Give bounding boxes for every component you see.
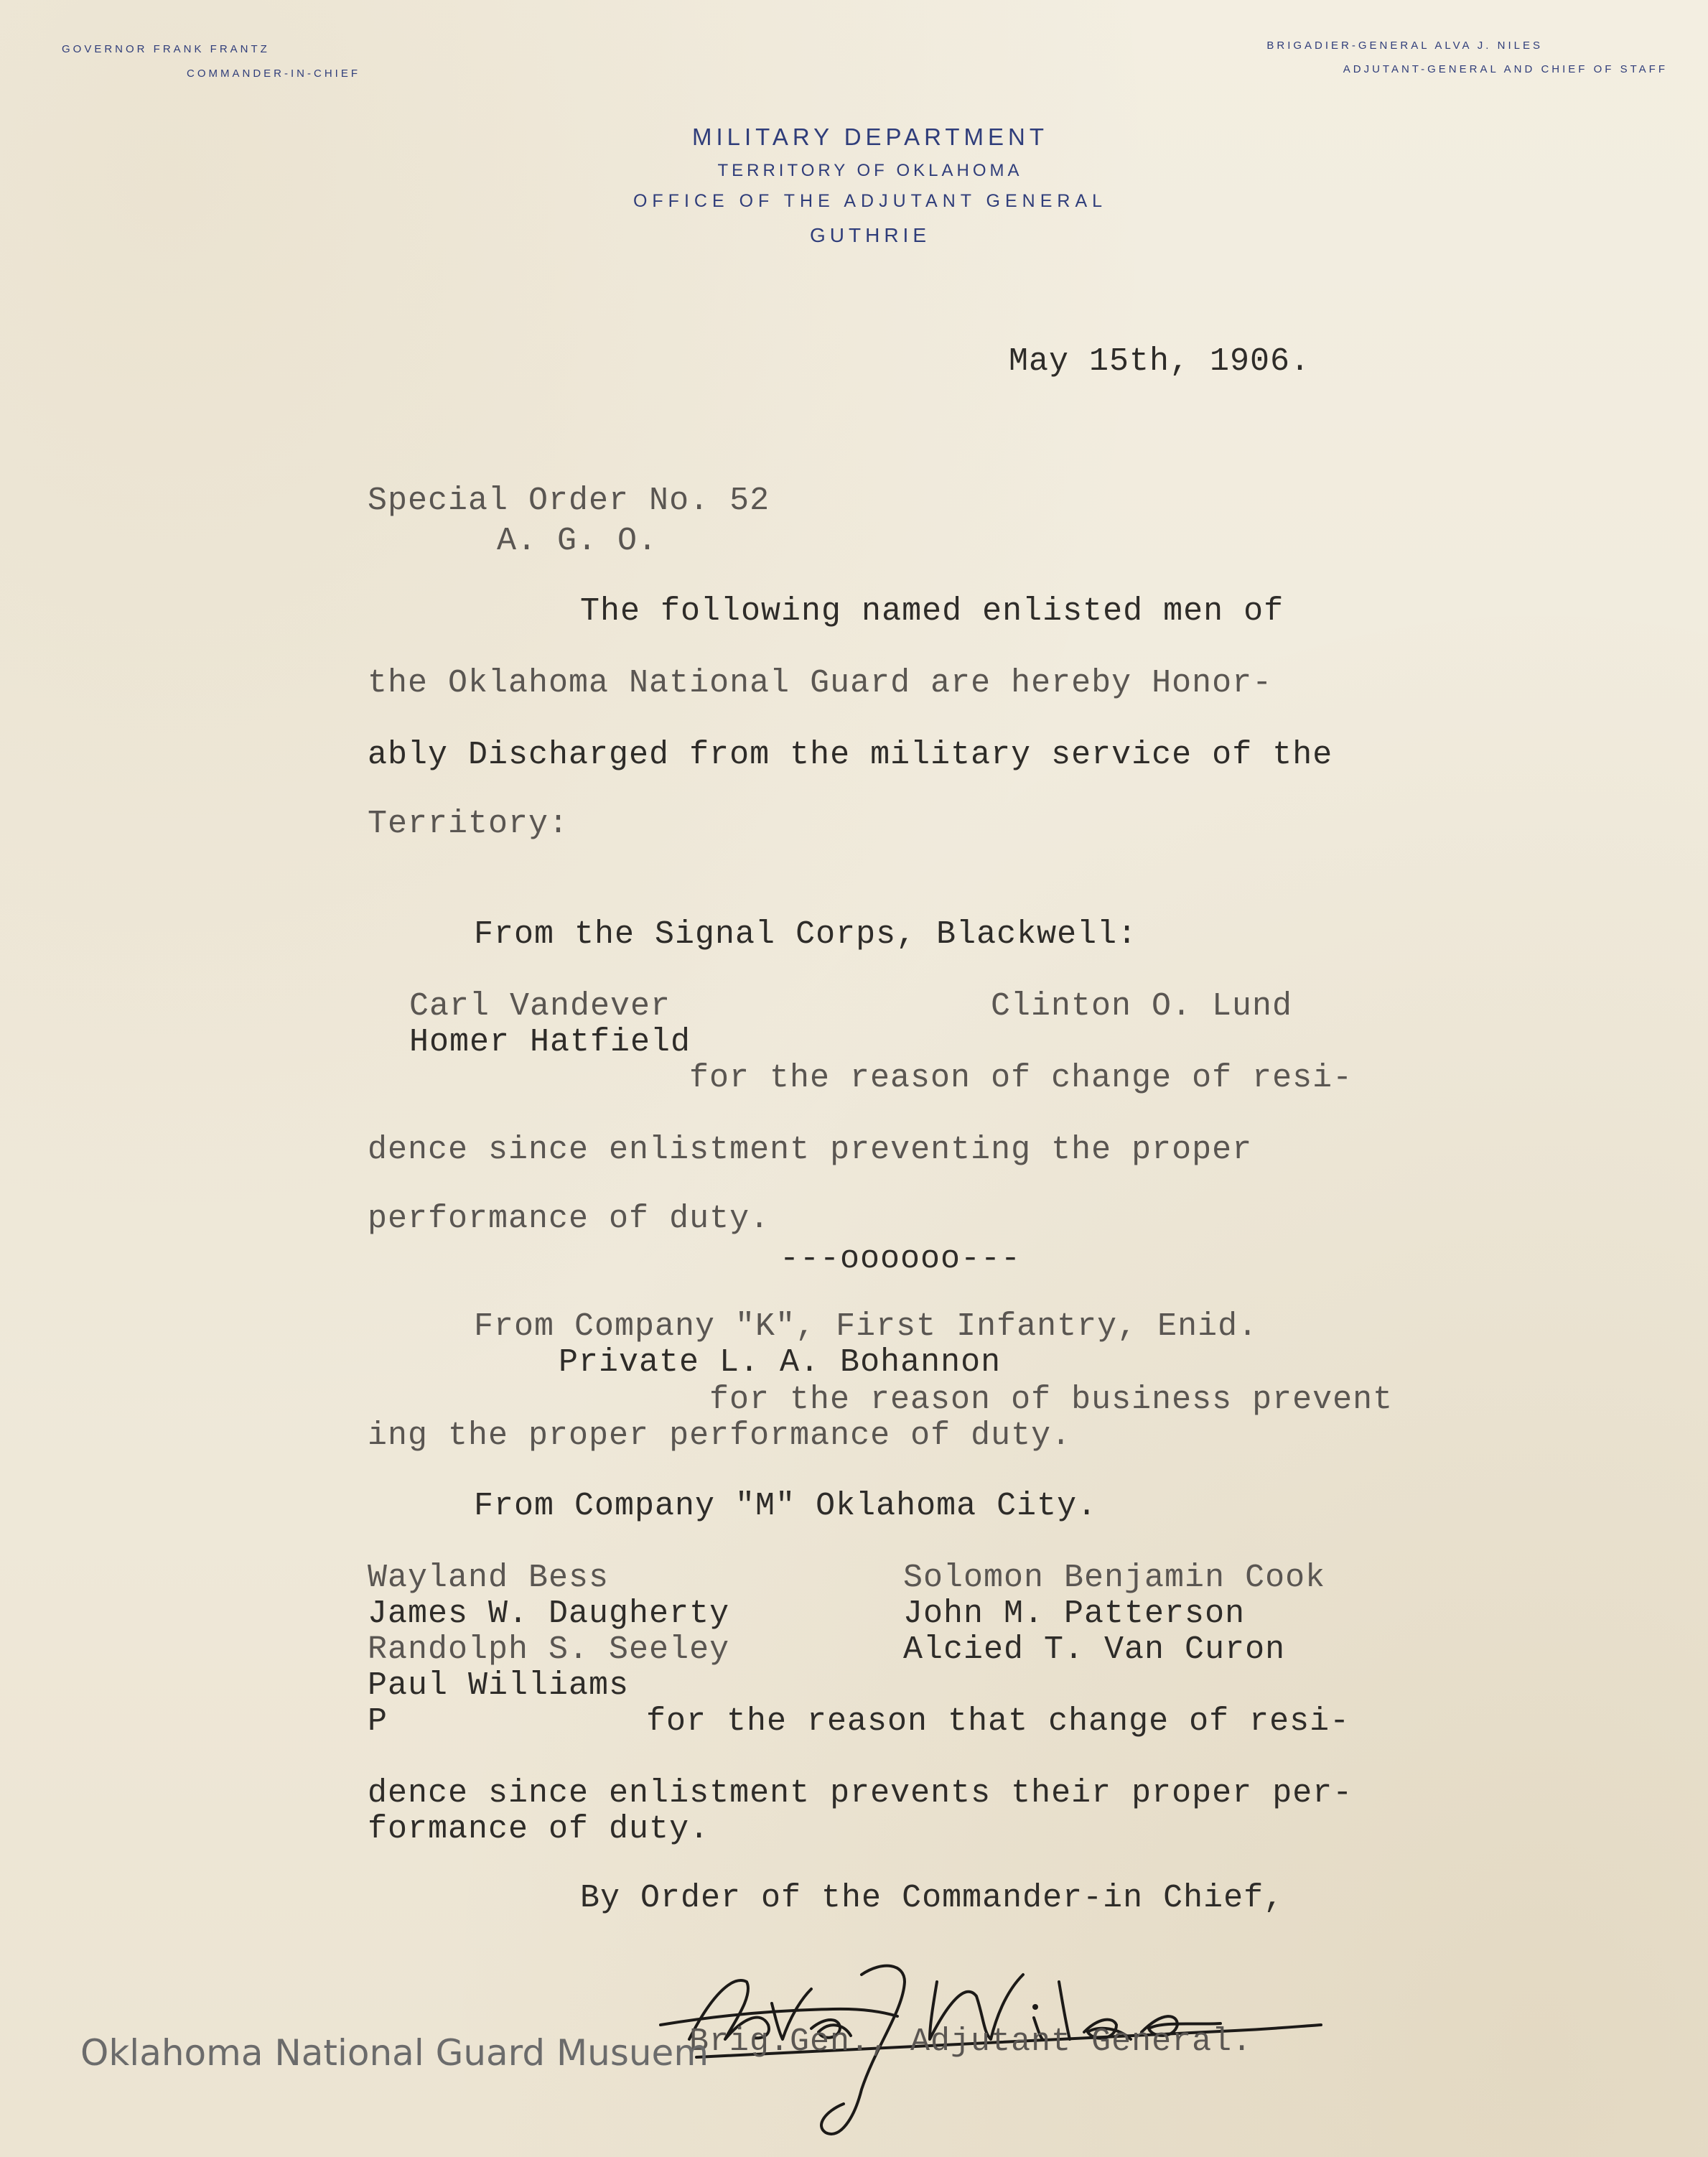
signature-title: Brig.Gen., Adjutant General. [689,2023,1253,2060]
governor-title: COMMANDER-IN-CHIEF [187,67,360,80]
office-heading: OFFICE OF THE ADJUTANT GENERAL [633,191,1108,211]
closing-line: By Order of the Commander-in Chief, [580,1880,1284,1916]
reason-line: dence since enlistment prevents their proper per- [368,1775,1353,1812]
intro-line: Territory: [368,806,569,842]
office-abbreviation: A. G. O. [497,523,658,559]
reason-line: performance of duty. [368,1201,770,1237]
general-title: ADJUTANT-GENERAL AND CHIEF OF STAFF [1343,63,1668,75]
discharged-name: Randolph S. Seeley [368,1631,730,1668]
discharged-name: John M. Patterson [903,1595,1246,1632]
signal-corps-heading: From the Signal Corps, Blackwell: [474,916,1138,953]
intro-line: ably Discharged from the military service of the [368,737,1333,773]
general-name: BRIGADIER-GENERAL ALVA J. NILES [1266,39,1543,52]
reason-line: for the reason of business prevent [709,1382,1394,1418]
museum-watermark: Oklahoma National Guard Musuem [80,2032,709,2074]
discharged-name: Clinton O. Lund [991,988,1293,1025]
reason-line: for the reason of change of resi- [689,1060,1353,1096]
reason-line: dence since enlistment preventing the proper [368,1132,1253,1168]
intro-line: the Oklahoma National Guard are hereby Honor- [368,665,1273,702]
discharged-name: Carl Vandever [409,988,671,1025]
discharged-name: Wayland Bess [368,1560,610,1596]
city-heading: GUTHRIE [810,224,930,246]
governor-name: GOVERNOR FRANK FRANTZ [62,43,270,55]
intro-line: The following named enlisted men of [580,593,1284,630]
stray-letter: P [368,1703,388,1740]
order-number: Special Order No. 52 [368,483,770,519]
reason-line: ing the proper performance of duty. [368,1417,1072,1454]
department-heading: MILITARY DEPARTMENT [691,124,1049,150]
letter-date: May 15th, 1906. [1009,343,1311,380]
reason-line: formance of duty. [368,1811,710,1848]
reason-line: for the reason that change of resi- [646,1703,1350,1740]
discharged-name: Paul Williams [368,1667,630,1704]
company-k-heading: From Company "K", First Infantry, Enid. [474,1308,1259,1345]
discharged-name: Homer Hatfield [409,1024,691,1061]
discharged-name: Private L. A. Bohannon [559,1344,1002,1381]
discharged-name: Alcied T. Van Curon [903,1631,1286,1668]
territory-heading: TERRITORY OF OKLAHOMA [717,161,1023,180]
discharged-name: Solomon Benjamin Cook [903,1560,1326,1596]
discharged-name: James W. Daugherty [368,1595,730,1632]
company-m-heading: From Company "M" Oklahoma City. [474,1488,1098,1524]
section-separator: ---oooooo--- [780,1241,1022,1277]
